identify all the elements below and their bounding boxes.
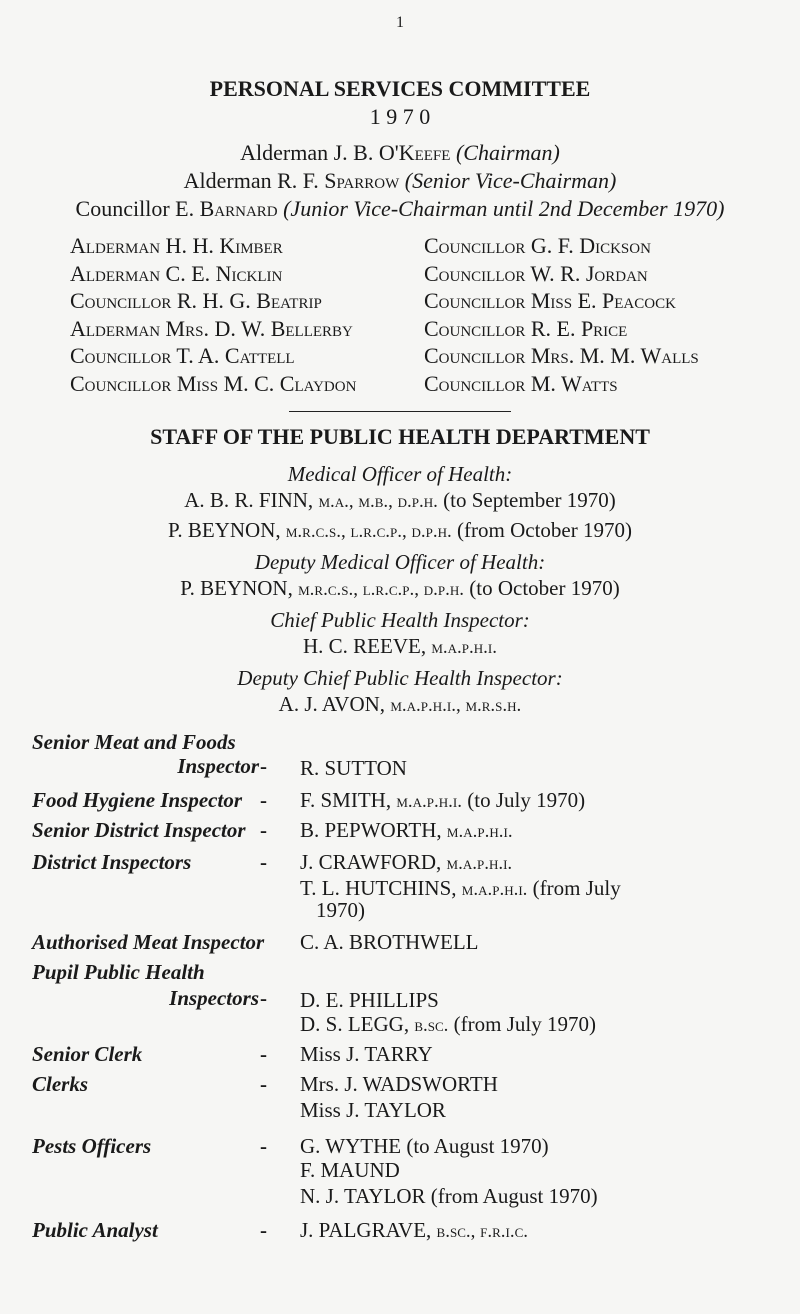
dash: - (260, 818, 267, 842)
label-analyst: Public Analyst (32, 1218, 158, 1242)
cphi-entry (0, 634, 800, 659)
cphi-heading: Chief Public Health Inspector: (270, 608, 530, 632)
member-name: Alderman H. H. Kimber (70, 233, 283, 258)
senior-vice-name: Sparrow (324, 168, 400, 193)
member-name: Councillor Mrs. M. M. Walls (424, 343, 699, 368)
hutchins-note: (from July (527, 876, 621, 900)
dash: - (260, 1072, 267, 1096)
smith-degrees: m.a.p.h.i. (396, 791, 462, 812)
label-senior-district: Senior District Inspector (32, 818, 246, 842)
chairman-prefix: Alderman J. B. (240, 140, 379, 165)
page-number: 1 (396, 14, 404, 31)
value-smith (300, 788, 585, 814)
chairman-line (0, 140, 800, 166)
members-left-column (70, 232, 356, 397)
dcphi-degrees: m.a.p.h.i., m.r.s.h. (390, 695, 522, 716)
hutchins-name: T. L. HUTCHINS, (300, 876, 462, 900)
label-pupil-2: Inspectors (169, 986, 259, 1010)
member-name: Councillor R. H. G. Beatrip (70, 288, 322, 313)
moh-entry-1 (0, 488, 800, 513)
smith-note: (to July 1970) (462, 788, 586, 812)
value-sutton: R. SUTTON (300, 756, 407, 780)
dcphi-heading: Deputy Chief Public Health Inspector: (237, 666, 563, 690)
moh-2-name: P. BEYNON, (168, 518, 286, 542)
dmoh-name: P. BEYNON, (180, 576, 299, 600)
value-hutchins-note-cont: 1970) (316, 898, 365, 922)
section-divider (289, 411, 511, 412)
legg-note: (from July 1970) (448, 1012, 596, 1036)
label-district: District Inspectors (32, 850, 192, 874)
member-name: Alderman Mrs. D. W. Bellerby (70, 315, 353, 341)
value-taylor-j: Miss J. TAYLOR (300, 1098, 446, 1122)
moh-1-note: (to September 1970) (437, 488, 616, 512)
junior-vice-name: Barnard (199, 196, 278, 221)
label-pupil: Pupil Public Health (32, 960, 205, 984)
label-authorised-meat: Authorised Meat Inspector (32, 930, 265, 954)
crawford-name: J. CRAWFORD, (300, 850, 447, 874)
member-name: Councillor T. A. Cattell (70, 343, 295, 368)
dmoh-heading: Deputy Medical Officer of Health: (254, 550, 546, 574)
dcphi-entry (0, 692, 800, 717)
value-legg (300, 1012, 596, 1038)
label-senior-meat-2: Inspector (177, 754, 259, 778)
dash: - (260, 788, 267, 812)
value-wadsworth: Mrs. J. WADSWORTH (300, 1072, 498, 1096)
dash: - (260, 850, 267, 874)
value-brothwell: C. A. BROTHWELL (300, 930, 479, 954)
senior-vice-prefix: Alderman R. F. (183, 168, 325, 193)
moh-2-note: (from October 1970) (451, 518, 632, 542)
junior-vice-line (0, 196, 800, 222)
member-name: Councillor Miss E. Peacock (424, 288, 676, 313)
label-clerks: Clerks (32, 1072, 89, 1096)
cphi-degrees: m.a.p.h.i. (431, 637, 497, 658)
member-name: Councillor G. F. Dickson (424, 233, 651, 258)
chairman-role: (Chairman) (455, 140, 560, 165)
member-name: Councillor R. E. Price (424, 315, 628, 341)
staff-title: STAFF OF THE PUBLIC HEALTH DEPARTMENT (150, 424, 650, 449)
junior-vice-role: (Junior Vice-Chairman until 2nd December 1970) (283, 196, 725, 221)
label-senior-meat: Senior Meat and Foods (32, 730, 236, 754)
pepworth-degrees: m.a.p.h.i. (446, 821, 513, 842)
legg-degrees: b.sc. (414, 1015, 449, 1036)
palgrave-name: J. PALGRAVE, (300, 1218, 437, 1242)
value-tarry: Miss J. TARRY (300, 1042, 433, 1066)
dash: - (260, 986, 267, 1010)
moh-entry-2 (0, 518, 800, 543)
dash: - (260, 754, 267, 778)
committee-year: 1 9 7 0 (369, 104, 431, 129)
label-senior-clerk: Senior Clerk (32, 1042, 143, 1066)
value-palgrave (300, 1218, 528, 1244)
crawford-degrees: m.a.p.h.i. (446, 853, 513, 874)
committee-title: PERSONAL SERVICES COMMITTEE (209, 76, 591, 101)
legg-name: D. S. LEGG, (300, 1012, 415, 1036)
dmoh-degrees: m.r.c.s., l.r.c.p., d.p.h. (298, 579, 465, 600)
value-maund: F. MAUND (300, 1158, 400, 1182)
cphi-name: H. C. REEVE, (303, 634, 432, 658)
smith-name: F. SMITH, (300, 788, 397, 812)
label-food-hygiene: Food Hygiene Inspector (32, 788, 242, 812)
moh-1-name: A. B. R. FINN, (184, 488, 319, 512)
palgrave-degrees: b.sc., f.r.i.c. (436, 1221, 529, 1242)
dmoh-note: (to October 1970) (464, 576, 620, 600)
value-wythe: G. WYTHE (to August 1970) (300, 1134, 549, 1158)
label-pests: Pests Officers (32, 1134, 152, 1158)
pepworth-name: B. PEPWORTH, (300, 818, 447, 842)
dcphi-name: A. J. AVON, (278, 692, 391, 716)
members-right-column (424, 232, 699, 397)
dash: - (260, 1042, 267, 1066)
member-name: Councillor M. Watts (424, 370, 618, 396)
dash: - (260, 1218, 267, 1242)
value-crawford (300, 850, 512, 876)
senior-vice-role: (Senior Vice-Chairman) (404, 168, 617, 193)
moh-heading: Medical Officer of Health: (287, 462, 513, 486)
member-name: Councillor W. R. Jordan (424, 260, 648, 286)
value-pepworth (300, 818, 513, 844)
value-phillips: D. E. PHILLIPS (300, 988, 439, 1012)
member-name: Alderman C. E. Nicklin (70, 260, 283, 286)
member-name: Councillor Miss M. C. Claydon (70, 370, 357, 396)
senior-vice-line (0, 168, 800, 194)
chairman-name: O'Keefe (378, 140, 451, 165)
moh-2-degrees: m.r.c.s., l.r.c.p., d.p.h. (285, 521, 452, 542)
junior-vice-prefix: Councillor E. (75, 196, 200, 221)
dmoh-entry (0, 576, 800, 601)
hutchins-degrees: m.a.p.h.i. (461, 879, 528, 900)
value-taylor-n: N. J. TAYLOR (from August 1970) (300, 1184, 598, 1208)
moh-1-degrees: m.a., m.b., d.p.h. (318, 491, 438, 512)
dash: - (260, 1134, 267, 1158)
